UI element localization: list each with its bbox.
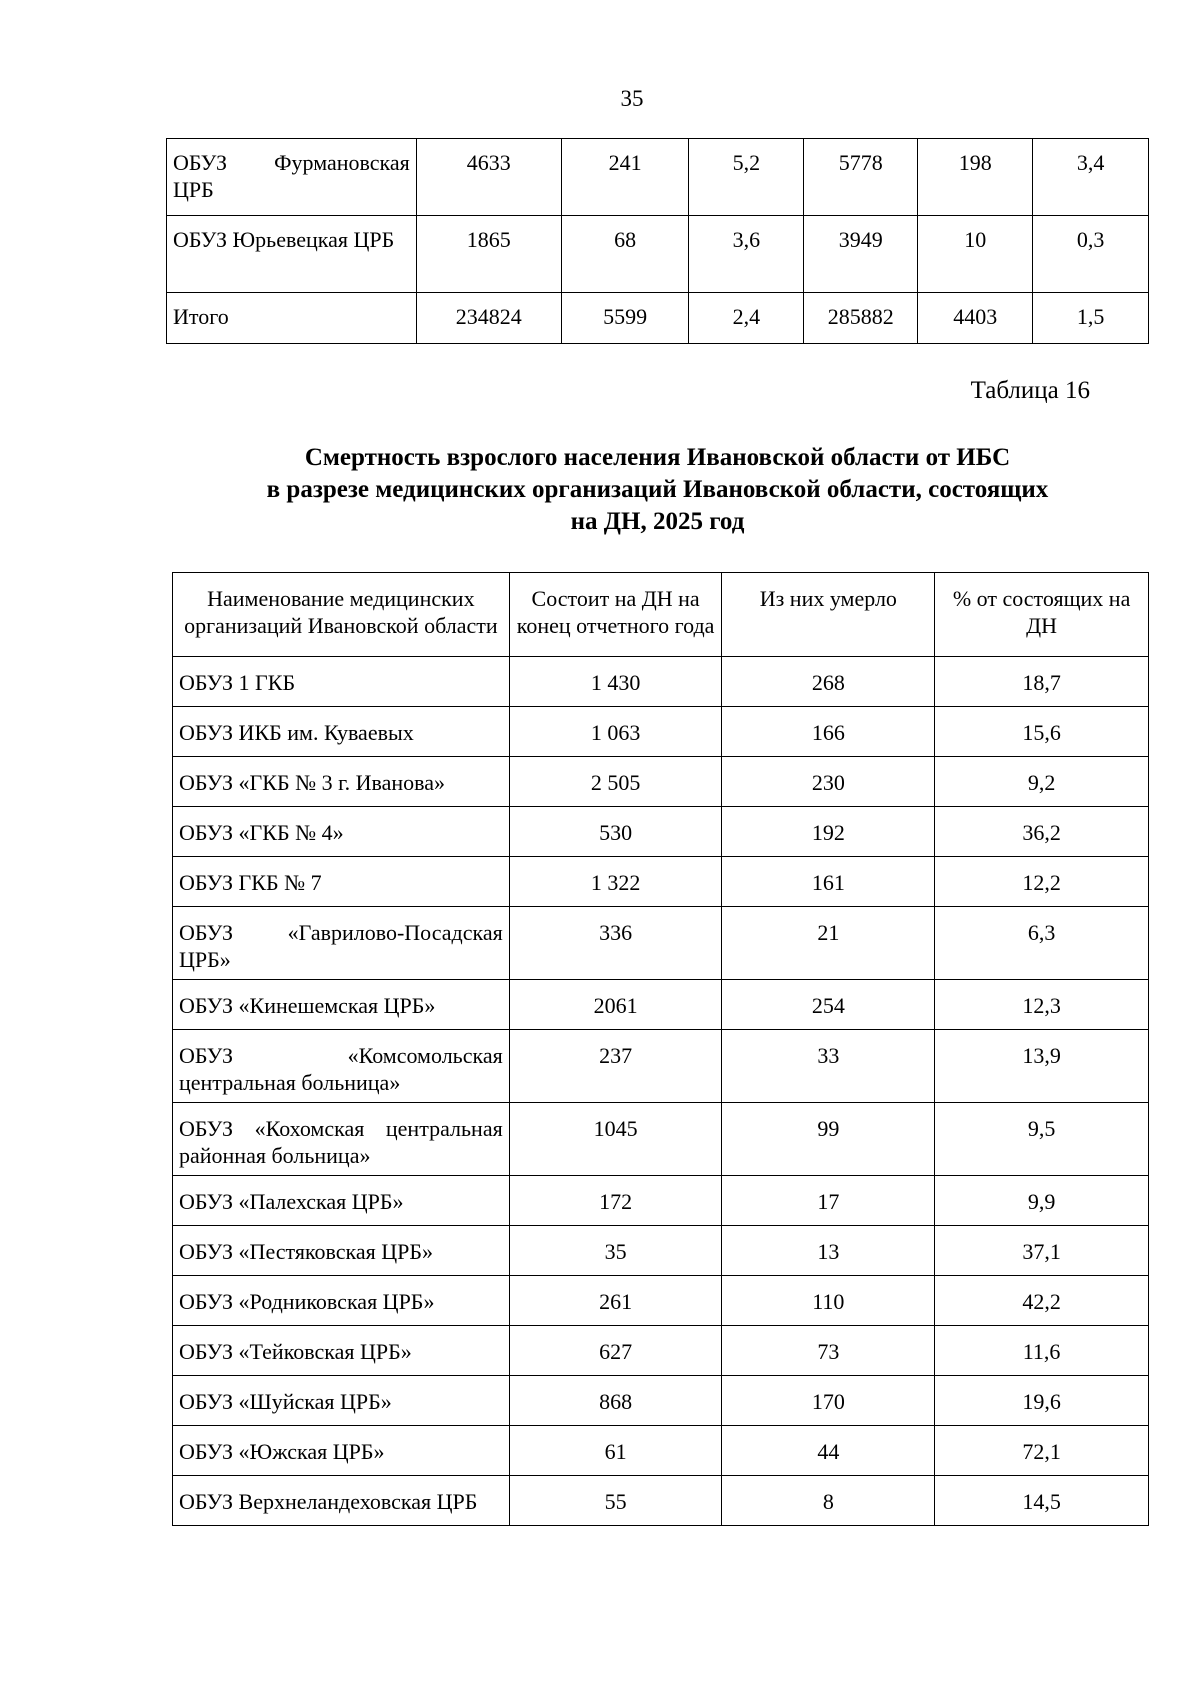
org-name-cell: ОБУЗ ИКБ им. Куваевых: [173, 707, 510, 757]
table-row: [167, 139, 1149, 216]
percent-cell: 11,6: [935, 1326, 1149, 1376]
value-cell: 1,5: [1033, 293, 1149, 344]
percent-cell: 6,3: [935, 907, 1149, 980]
value-cell: 5,2: [689, 139, 804, 216]
registered-cell: 35: [509, 1226, 722, 1276]
value-cell: 241: [561, 139, 689, 216]
registered-cell: 868: [509, 1376, 722, 1426]
registered-cell: 261: [509, 1276, 722, 1326]
died-cell: 110: [722, 1276, 935, 1326]
registered-cell: 530: [509, 807, 722, 857]
died-cell: 8: [722, 1476, 935, 1526]
registered-cell: 61: [509, 1426, 722, 1476]
percent-cell: 19,6: [935, 1376, 1149, 1426]
table-row: [173, 1426, 1149, 1476]
value-cell: 4403: [918, 293, 1033, 344]
registered-cell: 627: [509, 1326, 722, 1376]
column-header: Из них умерло: [722, 573, 935, 657]
org-name-cell: ОБУЗ «Кохомская центральная районная больница»: [173, 1103, 510, 1176]
registered-cell: 1 063: [509, 707, 722, 757]
died-cell: 170: [722, 1376, 935, 1426]
header-row: [173, 573, 1149, 657]
percent-cell: 15,6: [935, 707, 1149, 757]
title-line: в разрезе медицинских организаций Ивановской области, состоящих: [266, 476, 1049, 503]
org-name-cell: Итого: [167, 293, 417, 344]
continued-table: [166, 138, 1149, 344]
died-cell: 166: [722, 707, 935, 757]
percent-cell: 9,5: [935, 1103, 1149, 1176]
percent-cell: 72,1: [935, 1426, 1149, 1476]
value-cell: 3,4: [1033, 139, 1149, 216]
page-number: 35: [620, 86, 644, 111]
org-name-cell: ОБУЗ Юрьевецкая ЦРБ: [167, 216, 417, 293]
ibs-mortality-table: [172, 572, 1149, 1526]
registered-cell: 1045: [509, 1103, 722, 1176]
value-cell: 1865: [416, 216, 561, 293]
died-cell: 17: [722, 1176, 935, 1226]
table-row: [167, 216, 1149, 293]
registered-cell: 336: [509, 907, 722, 980]
org-name-cell: ОБУЗ Верхнеландеховская ЦРБ: [173, 1476, 510, 1526]
org-name-cell: ОБУЗ ГКБ № 7: [173, 857, 510, 907]
table-row: [173, 1103, 1149, 1176]
org-name-cell: ОБУЗ «ГКБ № 4»: [173, 807, 510, 857]
table-row: [173, 1176, 1149, 1226]
org-name-cell: ОБУЗ «Комсомольская центральная больница»: [173, 1030, 510, 1103]
org-name-cell: ОБУЗ «Шуйская ЦРБ»: [173, 1376, 510, 1426]
percent-cell: 42,2: [935, 1276, 1149, 1326]
table-row: [173, 857, 1149, 907]
died-cell: 33: [722, 1030, 935, 1103]
table-row: [173, 1326, 1149, 1376]
table-row: [173, 807, 1149, 857]
died-cell: 44: [722, 1426, 935, 1476]
value-cell: 285882: [804, 293, 918, 344]
value-cell: 234824: [416, 293, 561, 344]
registered-cell: 2061: [509, 980, 722, 1030]
org-name-cell: ОБУЗ «Родниковская ЦРБ»: [173, 1276, 510, 1326]
value-cell: 4633: [416, 139, 561, 216]
title-line: Смертность взрослого населения Ивановской области от ИБС: [304, 444, 1011, 471]
table-row: [173, 1276, 1149, 1326]
registered-cell: 2 505: [509, 757, 722, 807]
table-row: [173, 980, 1149, 1030]
table-caption: Таблица 16: [970, 377, 1090, 404]
percent-cell: 9,9: [935, 1176, 1149, 1226]
column-header: % от состоящих на ДН: [935, 573, 1149, 657]
table-title: [166, 442, 1149, 538]
org-name-cell: ОБУЗ «Кинешемская ЦРБ»: [173, 980, 510, 1030]
org-name-cell: ОБУЗ «Тейковская ЦРБ»: [173, 1326, 510, 1376]
org-name-cell: ОБУЗ «Южская ЦРБ»: [173, 1426, 510, 1476]
percent-cell: 36,2: [935, 807, 1149, 857]
total-row: [167, 293, 1149, 344]
died-cell: 161: [722, 857, 935, 907]
percent-cell: 18,7: [935, 657, 1149, 707]
registered-cell: 1 322: [509, 857, 722, 907]
value-cell: 10: [918, 216, 1033, 293]
percent-cell: 12,3: [935, 980, 1149, 1030]
table-row: [173, 707, 1149, 757]
table-row: [173, 1476, 1149, 1526]
percent-cell: 13,9: [935, 1030, 1149, 1103]
died-cell: 21: [722, 907, 935, 980]
died-cell: 268: [722, 657, 935, 707]
registered-cell: 172: [509, 1176, 722, 1226]
title-line: на ДН, 2025 год: [570, 508, 745, 535]
value-cell: 3,6: [689, 216, 804, 293]
table-row: [173, 907, 1149, 980]
value-cell: 5778: [804, 139, 918, 216]
percent-cell: 37,1: [935, 1226, 1149, 1276]
value-cell: 2,4: [689, 293, 804, 344]
percent-cell: 14,5: [935, 1476, 1149, 1526]
value-cell: 0,3: [1033, 216, 1149, 293]
org-name-cell: ОБУЗ «ГКБ № 3 г. Иванова»: [173, 757, 510, 807]
died-cell: 254: [722, 980, 935, 1030]
column-header: Состоит на ДН на конец отчетного года: [509, 573, 722, 657]
column-header: Наименование медицинских организаций Ивановской области: [173, 573, 510, 657]
table-row: [173, 1226, 1149, 1276]
died-cell: 192: [722, 807, 935, 857]
org-name-cell: ОБУЗ 1 ГКБ: [173, 657, 510, 707]
died-cell: 13: [722, 1226, 935, 1276]
table-row: [173, 1030, 1149, 1103]
org-name-cell: ОБУЗ «Гаврилово-Посадская ЦРБ»: [173, 907, 510, 980]
value-cell: 3949: [804, 216, 918, 293]
org-name-cell: ОБУЗ «Пестяковская ЦРБ»: [173, 1226, 510, 1276]
value-cell: 68: [561, 216, 689, 293]
died-cell: 230: [722, 757, 935, 807]
died-cell: 99: [722, 1103, 935, 1176]
table-row: [173, 757, 1149, 807]
table-row: [173, 657, 1149, 707]
died-cell: 73: [722, 1326, 935, 1376]
registered-cell: 237: [509, 1030, 722, 1103]
percent-cell: 9,2: [935, 757, 1149, 807]
registered-cell: 55: [509, 1476, 722, 1526]
org-name-cell: ОБУЗ Фурмановская ЦРБ: [167, 139, 417, 216]
value-cell: 198: [918, 139, 1033, 216]
registered-cell: 1 430: [509, 657, 722, 707]
value-cell: 5599: [561, 293, 689, 344]
table-row: [173, 1376, 1149, 1426]
org-name-cell: ОБУЗ «Палехская ЦРБ»: [173, 1176, 510, 1226]
percent-cell: 12,2: [935, 857, 1149, 907]
